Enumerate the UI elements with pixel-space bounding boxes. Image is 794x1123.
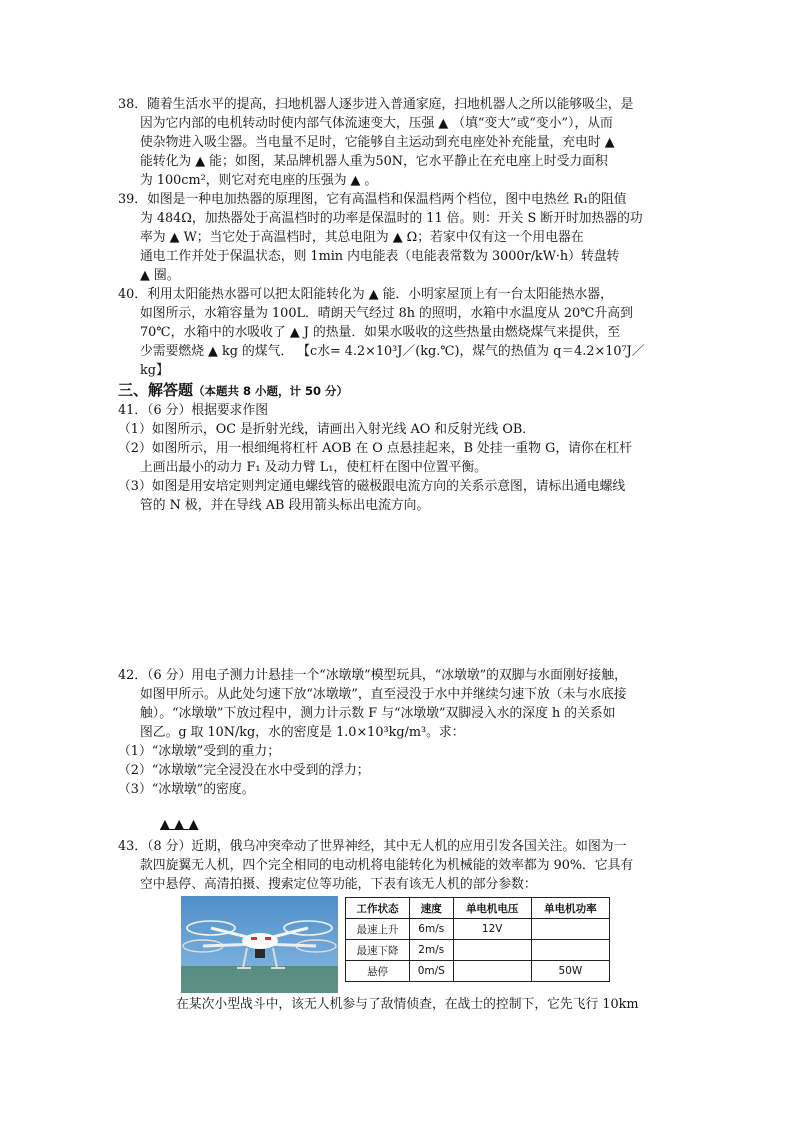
q42-line-2: 如图甲所示。从此处匀速下放“冰墩墩”，直至浸没于水中并继续匀速下放（未与水底接 <box>140 687 627 702</box>
table-cell: 最速上升 <box>346 919 410 940</box>
table-cell: 2m/s <box>409 940 453 961</box>
q41-line-6: 管的 N 极，并在导线 AB 段用箭头标出电流方向。 <box>140 498 430 513</box>
q41-line-4: 上画出最小的动力 F₁ 及动力臂 L₁，使杠杆在图中位置平衡。 <box>140 460 487 475</box>
section-note: （本题共 8 小题，计 50 分） <box>193 384 349 398</box>
table-cell <box>531 940 609 961</box>
q43-line-3: 空中悬停、高清拍摄、搜索定位等功能，下表有该无人机的部分参数： <box>140 877 537 892</box>
table-cell: 50W <box>531 961 609 982</box>
q39-line-5: ▲ 圈。 <box>140 268 180 283</box>
drone-photo <box>181 896 338 993</box>
q40-line-2: 如图所示，水箱容量为 100L．晴朗天气经过 8h 的照明，水箱中水温度从 20℃升高到 <box>140 306 633 321</box>
q39-line-1: 39．如图是一种电加热器的原理图，它有高温档和保温档两个档位，图中电热丝 R₁的阻值 <box>118 192 627 207</box>
table-cell <box>531 919 609 940</box>
q39-line-4: 通电工作并处于保温状态，则 1min 内电能表（电能表常数为 3000r/kW·h）转盘转 <box>140 249 620 264</box>
q41-line-3: （2）如图所示，用一根细绳将杠杆 AOB 在 O 点悬挂起来，B 处挂一重物 G，请你在杠杆 <box>118 441 633 456</box>
q40-line-3: 70℃，水箱中的水吸收了 ▲ J 的热量．如果水吸收的这些热量由燃烧煤气来提供，至 <box>140 325 621 340</box>
table-row <box>346 961 610 982</box>
table-cell <box>453 940 531 961</box>
q43-continuation: 在某次小型战斗中，该无人机参与了敌情侦查，在战士的控制下，它先飞行 10km <box>176 997 639 1012</box>
table-cell <box>453 961 531 982</box>
q38-line-1: 38．随着生活水平的提高，扫地机器人逐步进入普通家庭，扫地机器人之所以能够吸尘，是 <box>118 97 634 112</box>
table-row <box>346 940 610 961</box>
q40-line-4: 少需要燃烧 ▲ kg 的煤气． 【c水= 4.2×10³J／(kg.℃)，煤气的热值为 q＝4.2×10⁷J／ <box>140 344 645 359</box>
q38-line-2: 因为它内部的电机转动时使内部气体流速变大，压强 ▲ （填“变大”或“变小”），从而 <box>140 116 613 131</box>
q39-line-3: 率为 ▲ W；当它处于高温档时，其总电阻为 ▲ Ω；若家中仅有这一个用电器在 <box>140 230 584 245</box>
q41-line-1: 41．（6 分）根据要求作图 <box>118 403 269 418</box>
q38-line-5: 为 100cm²，则它对充电座的压强为 ▲ 。 <box>140 173 378 188</box>
q40-line-5: kg】 <box>140 363 169 378</box>
table-header-cell: 单电机电压 <box>453 898 531 919</box>
table-cell: 最速下降 <box>346 940 410 961</box>
table-header-row <box>346 898 610 919</box>
answer-marks: ▲ ▲ ▲ <box>160 817 199 832</box>
drone-parameter-table <box>345 897 610 982</box>
q43-line-2: 款四旋翼无人机，四个完全相同的电动机将电能转化为机械能的效率都为 90%．它具有 <box>140 858 634 873</box>
q42-line-7: （3）“冰墩墩”的密度。 <box>118 782 255 797</box>
table-header-cell: 单电机功率 <box>531 898 609 919</box>
table-header-cell: 速度 <box>409 898 453 919</box>
table-header-cell: 工作状态 <box>346 898 410 919</box>
table-row <box>346 919 610 940</box>
q40-line-1: 40．利用太阳能热水器可以把太阳能转化为 ▲ 能．小明家屋顶上有一台太阳能热水器， <box>118 287 613 302</box>
q42-line-4: 图乙。g 取 10N/kg，水的密度是 1.0×10³kg/m³。求： <box>140 725 465 740</box>
q41-line-5: （3）如图是用安培定则判定通电螺线管的磁极跟电流方向的关系示意图，请标出通电螺线 <box>118 479 626 494</box>
q43-line-1: 43．（8 分）近期，俄乌冲突牵动了世界神经，其中无人机的应用引发各国关注。如图为一 <box>118 839 627 854</box>
section-heading <box>118 381 348 400</box>
q39-line-2: 为 484Ω，加热器处于高温档时的功率是保温时的 11 倍。则：开关 S 断开时加热器的功 <box>140 211 643 226</box>
section-title: 三、解答题 <box>118 381 194 399</box>
q42-line-1: 42．（6 分）用电子测力计悬挂一个“冰墩墩”模型玩具，“冰墩墩”的双脚与水面刚好接触， <box>118 668 627 683</box>
table-cell: 12V <box>453 919 531 940</box>
q38-line-4: 能转化为 ▲ 能；如图，某品牌机器人重为50N，它水平静止在充电座上时受力面积 <box>140 154 608 169</box>
table-cell: 6m/s <box>409 919 453 940</box>
table-cell: 0m/S <box>409 961 453 982</box>
q38-line-3: 使杂物进入吸尘器。当电量不足时，它能够自主运动到充电座处补充能量，充电时 ▲ <box>140 135 615 150</box>
table-cell: 悬停 <box>346 961 410 982</box>
q42-line-6: （2）“冰墩墩”完全浸没在水中受到的浮力； <box>118 763 370 778</box>
q41-line-2: （1）如图所示，OC 是折射光线，请画出入射光线 AO 和反射光线 OB． <box>118 422 536 437</box>
q42-line-3: 触）。“冰墩墩”下放过程中，测力计示数 F 与“冰墩墩”双脚浸入水的深度 h 的关系如 <box>140 706 616 721</box>
q42-line-5: （1）“冰墩墩”受到的重力； <box>118 744 280 759</box>
drone-icon <box>181 896 338 993</box>
